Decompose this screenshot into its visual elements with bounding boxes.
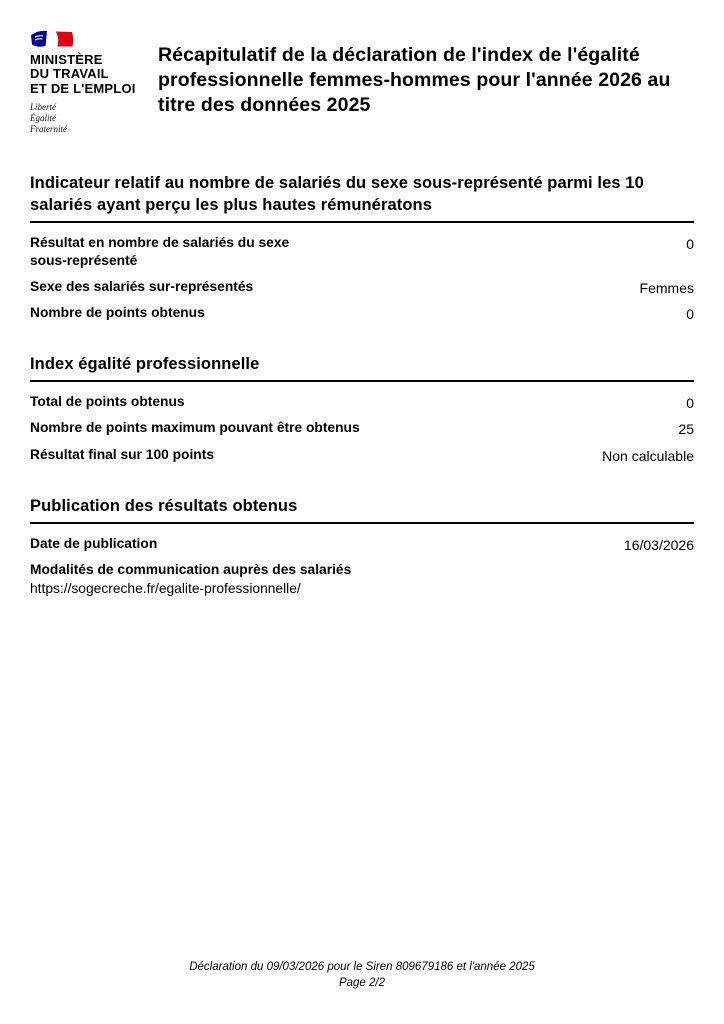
section-rows <box>30 393 694 465</box>
section-indicator-high-earners <box>30 172 694 323</box>
footer-declaration-line: Déclaration du 09/03/2026 pour le Siren 809679186 et l'année 2025 <box>189 960 535 973</box>
table-row <box>30 535 694 554</box>
row-label: Date de publication <box>30 536 158 552</box>
ministry-line-2: DU TRAVAIL <box>30 66 109 82</box>
table-row <box>30 278 694 297</box>
section-title: Index égalité professionnelle <box>30 353 694 382</box>
footer-page-number: Page 2/2 <box>338 977 386 990</box>
ministry-line-3: ET DE L'EMPLOI <box>30 80 136 96</box>
table-row <box>30 446 694 465</box>
republic-motto <box>30 102 142 136</box>
ministry-logo <box>30 30 142 136</box>
row-value: 16/03/2026 <box>623 537 694 554</box>
ministry-line-1: MINISTÈRE <box>30 52 103 67</box>
row-value: 0 <box>686 305 694 322</box>
row-label: Résultat en nombre de salariés du sexe sous-représenté <box>30 235 290 269</box>
row-label: Nombre de points obtenus <box>30 304 205 320</box>
table-row <box>30 561 694 579</box>
french-flag-icon <box>30 30 74 50</box>
row-label: Total de points obtenus <box>30 394 185 410</box>
row-label: Nombre de points maximum pouvant être obtenus <box>30 420 360 436</box>
publication-url: https://sogecreche.fr/egalite-professionnelle/ <box>30 581 301 597</box>
table-row <box>30 234 694 270</box>
row-value: Non calculable <box>602 447 694 464</box>
section-rows <box>30 234 694 323</box>
row-label: Sexe des salariés sur-représentés <box>30 278 254 294</box>
page-header <box>0 0 724 136</box>
table-row <box>30 393 694 412</box>
section-title: Publication des résultats obtenus <box>30 495 694 524</box>
table-row <box>30 304 694 323</box>
table-row <box>30 419 694 438</box>
section-index-egalite <box>30 353 694 465</box>
row-value: 0 <box>686 395 694 412</box>
motto-line-3: Fraternité <box>30 124 67 135</box>
row-label: Modalités de communication auprès des salariés <box>30 562 352 578</box>
ministry-name <box>30 53 142 96</box>
row-value: 0 <box>686 236 694 253</box>
page-footer <box>0 959 724 992</box>
row-value: 25 <box>678 421 694 438</box>
row-label: Résultat final sur 100 points <box>30 446 215 462</box>
motto-line-2: Égalité <box>30 113 56 124</box>
page-title: Récapitulatif de la déclaration de l'index de l'égalité professionnelle femmes-hommes pour l'année 2026 au titre des données 2025 <box>158 44 671 116</box>
section-publication <box>30 495 694 599</box>
motto-line-1: Liberté <box>30 101 56 112</box>
page-content <box>0 172 724 599</box>
row-value: Femmes <box>639 279 694 296</box>
section-rows <box>30 535 694 599</box>
section-title: Indicateur relatif au nombre de salariés du sexe sous-représenté parmi les 10 salariés ayant perçu les plus hautes rémunératons <box>30 172 694 224</box>
